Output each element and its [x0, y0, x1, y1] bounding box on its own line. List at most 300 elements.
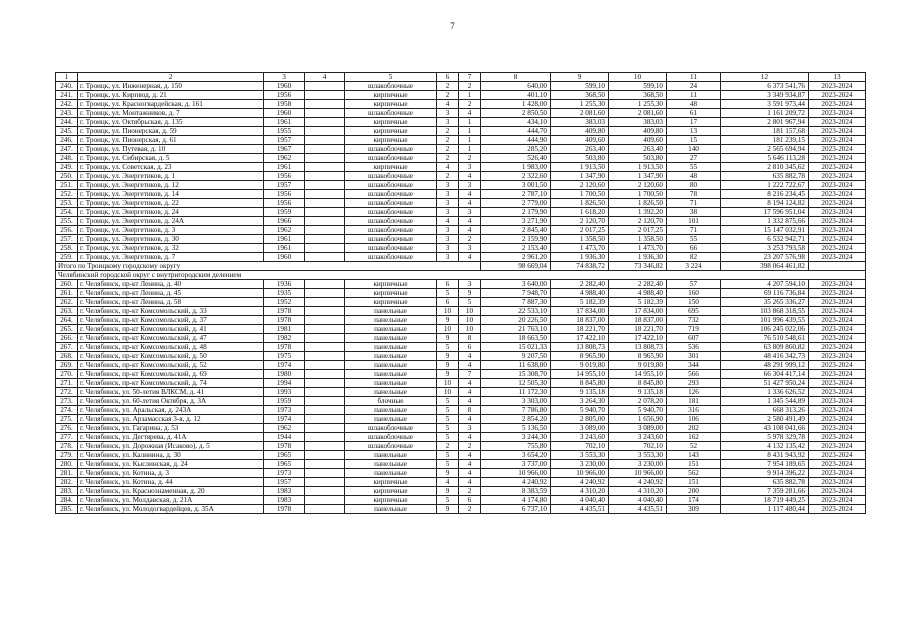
table-cell: 2023-2024 — [809, 154, 866, 163]
table-cell: 9 — [437, 487, 459, 496]
table-cell: 2023-2024 — [809, 505, 866, 514]
table-cell — [305, 289, 345, 298]
table-cell: 3 264,30 — [551, 397, 609, 406]
table-cell: 9 — [437, 370, 459, 379]
table-cell: 1978 — [264, 442, 305, 451]
table-cell: 23 207 576,98 — [721, 253, 809, 262]
table-cell: 640,00 — [481, 82, 551, 91]
table-cell: г. Челябинск, пр-кт Комсомольский, д. 69 — [78, 370, 264, 379]
table-cell: 82 — [667, 253, 721, 262]
table-cell — [305, 424, 345, 433]
table-cell: 106 — [667, 415, 721, 424]
table-cell: 5 — [437, 460, 459, 469]
table-cell: 4 132 135,42 — [721, 442, 809, 451]
table-row — [56, 352, 866, 361]
table-cell: 5 646 113,28 — [721, 154, 809, 163]
table-cell: 1 656,90 — [609, 415, 667, 424]
table-cell: 2 580 491,49 — [721, 415, 809, 424]
table-cell: 1957 — [264, 181, 305, 190]
table-cell: 10 — [459, 325, 481, 334]
table-cell: 2 — [459, 154, 481, 163]
table-row — [56, 172, 866, 181]
table-cell: 344 — [667, 361, 721, 370]
table-cell — [305, 307, 345, 316]
table-row — [56, 181, 866, 190]
table-cell: 1 618,20 — [551, 208, 609, 217]
table-cell: 265. — [56, 325, 78, 334]
table-cell: 285,20 — [481, 145, 551, 154]
section-label: Челябинский городской округ с внутригородским делением — [56, 271, 866, 280]
table-cell: 1965 — [264, 451, 305, 460]
table-cell: 4 — [459, 352, 481, 361]
table-cell: 2 159,90 — [481, 235, 551, 244]
table-cell: 202 — [667, 424, 721, 433]
total-cell: 3 224 — [667, 262, 721, 271]
table-cell: 2023-2024 — [809, 361, 866, 370]
table-cell: 1935 — [264, 289, 305, 298]
table-row — [56, 343, 866, 352]
table-cell: 3 089,00 — [609, 424, 667, 433]
table-cell: 18 663,50 — [481, 334, 551, 343]
table-cell: шлакоблочные — [345, 226, 437, 235]
table-cell: 140 — [667, 145, 721, 154]
table-cell: 3 230,00 — [551, 460, 609, 469]
table-cell: 526,40 — [481, 154, 551, 163]
table-cell: 1 347,90 — [551, 172, 609, 181]
table-cell: 3 — [459, 244, 481, 253]
table-cell: 48 416 342,73 — [721, 352, 809, 361]
table-cell — [305, 352, 345, 361]
column-number: 3 — [264, 73, 305, 82]
table-cell: 259. — [56, 253, 78, 262]
column-number: 8 — [481, 73, 551, 82]
table-cell: шлакоблочные — [345, 181, 437, 190]
table-cell: 1 913,50 — [609, 163, 667, 172]
table-cell: 1974 — [264, 361, 305, 370]
table-cell: г. Троицк, ул. Красногвардейская, д. 161 — [78, 100, 264, 109]
table-cell: 2023-2024 — [809, 253, 866, 262]
table-row — [56, 397, 866, 406]
table-cell: 2 322,60 — [481, 172, 551, 181]
table-cell: 17 834,00 — [551, 307, 609, 316]
table-cell: 266. — [56, 334, 78, 343]
table-cell: 106 245 022,06 — [721, 325, 809, 334]
table-cell: 80 — [667, 181, 721, 190]
table-cell: 2 779,00 — [481, 199, 551, 208]
table-cell: 51 427 950,24 — [721, 379, 809, 388]
table-cell: панельные — [345, 361, 437, 370]
table-cell: 257. — [56, 235, 78, 244]
table-cell: 9 135,18 — [609, 388, 667, 397]
table-cell: г. Челябинск, пр-кт Ленина, д. 40 — [78, 280, 264, 289]
table-cell: 1956 — [264, 91, 305, 100]
table-cell: 2023-2024 — [809, 370, 866, 379]
table-cell: 2023-2024 — [809, 316, 866, 325]
table-cell: 1961 — [264, 163, 305, 172]
table-cell: 2 — [459, 235, 481, 244]
table-cell: 2023-2024 — [809, 433, 866, 442]
table-cell: 1 392,20 — [609, 208, 667, 217]
table-cell: панельные — [345, 343, 437, 352]
table-cell: шлакоблочные — [345, 109, 437, 118]
table-cell: 1962 — [264, 424, 305, 433]
table-cell: 9 019,80 — [609, 361, 667, 370]
table-cell: 4 — [459, 226, 481, 235]
table-cell: 1960 — [264, 253, 305, 262]
table-cell: 17 596 951,04 — [721, 208, 809, 217]
total-cell — [809, 262, 866, 271]
table-cell — [305, 100, 345, 109]
table-row — [56, 505, 866, 514]
table-cell: 4 — [459, 460, 481, 469]
table-cell: 8 — [459, 334, 481, 343]
table-row — [56, 82, 866, 91]
table-cell: панельные — [345, 352, 437, 361]
table-cell: панельные — [345, 316, 437, 325]
table-cell: 2 — [437, 172, 459, 181]
table-cell: 1 473,70 — [551, 244, 609, 253]
table-cell: 3 243,60 — [551, 433, 609, 442]
table-cell: г. Челябинск, пр-кт Комсомольский, д. 74 — [78, 379, 264, 388]
table-cell: 2023-2024 — [809, 487, 866, 496]
table-cell: 18 719 449,25 — [721, 496, 809, 505]
table-cell: 285. — [56, 505, 78, 514]
table-cell: 2023-2024 — [809, 172, 866, 181]
table-cell: 14 955,10 — [609, 370, 667, 379]
total-row — [56, 262, 866, 271]
table-cell: 2 — [459, 100, 481, 109]
table-row — [56, 289, 866, 298]
table-cell: 15 021,33 — [481, 343, 551, 352]
table-cell: кирпичные — [345, 118, 437, 127]
table-cell: 260. — [56, 280, 78, 289]
table-cell: 2 — [459, 82, 481, 91]
table-cell — [305, 253, 345, 262]
table-cell: 2 801 967,94 — [721, 118, 809, 127]
table-cell: 8 845,80 — [609, 379, 667, 388]
table-row — [56, 280, 866, 289]
table-cell: 4 310,20 — [609, 487, 667, 496]
table-cell: 48 — [667, 172, 721, 181]
table-cell: 160 — [667, 289, 721, 298]
table-cell: кирпичные — [345, 289, 437, 298]
table-cell: панельные — [345, 325, 437, 334]
table-cell: 3 001,50 — [481, 181, 551, 190]
table-cell: 2 120,60 — [551, 181, 609, 190]
table-cell: 2023-2024 — [809, 181, 866, 190]
table-cell: шлакоблочные — [345, 154, 437, 163]
table-cell: 3 303,00 — [481, 397, 551, 406]
table-cell: 4 — [437, 217, 459, 226]
table-row — [56, 442, 866, 451]
table-cell: 11 638,00 — [481, 361, 551, 370]
table-cell: 69 116 736,84 — [721, 289, 809, 298]
table-row — [56, 496, 866, 505]
table-cell — [305, 172, 345, 181]
table-cell: 5 — [437, 496, 459, 505]
table-cell: кирпичные — [345, 100, 437, 109]
table-cell: 2 787,10 — [481, 190, 551, 199]
table-cell: 10 966,00 — [481, 469, 551, 478]
table-cell: 1994 — [264, 379, 305, 388]
table-cell: 5 — [437, 415, 459, 424]
table-cell — [305, 370, 345, 379]
table-row — [56, 379, 866, 388]
table-cell: 4 040,40 — [551, 496, 609, 505]
table-cell: кирпичные — [345, 280, 437, 289]
table-cell: 9 — [437, 352, 459, 361]
table-cell: 1962 — [264, 226, 305, 235]
table-row — [56, 316, 866, 325]
table-cell: 3 — [437, 199, 459, 208]
table-cell: г. Челябинск, пр-кт Комсомольский, д. 48 — [78, 343, 264, 352]
table-cell: г. Челябинск, пр-кт Комсомольский, д. 47 — [78, 334, 264, 343]
table-cell: 409,60 — [609, 136, 667, 145]
table-cell: г. Челябинск, ул. Гагарина, д. 53 — [78, 424, 264, 433]
table-cell: 280. — [56, 460, 78, 469]
column-number: 10 — [609, 73, 667, 82]
table-cell: 607 — [667, 334, 721, 343]
table-cell: 4 240,92 — [481, 478, 551, 487]
table-cell: 2023-2024 — [809, 388, 866, 397]
table-cell: 2023-2024 — [809, 127, 866, 136]
table-cell: 562 — [667, 469, 721, 478]
column-number: 5 — [345, 73, 437, 82]
table-cell: 4 — [459, 415, 481, 424]
table-cell: 2023-2024 — [809, 469, 866, 478]
table-cell: 4 435,51 — [551, 505, 609, 514]
table-cell: г. Троицк, ул. Инженерная, д. 150 — [78, 82, 264, 91]
table-cell: 4 988,40 — [609, 289, 667, 298]
table-cell — [305, 145, 345, 154]
table-cell: 2 282,40 — [609, 280, 667, 289]
table-cell: 18 221,70 — [551, 325, 609, 334]
table-cell — [305, 478, 345, 487]
table-cell: 78 — [667, 190, 721, 199]
table-cell: шлакоблочные — [345, 442, 437, 451]
table-cell: 7 — [459, 370, 481, 379]
table-row — [56, 91, 866, 100]
table-cell: 15 147 032,91 — [721, 226, 809, 235]
table-cell: г. Троицк, ул. Энергетиков, д. 12 — [78, 181, 264, 190]
table-row — [56, 361, 866, 370]
table-cell: шлакоблочные — [345, 145, 437, 154]
table-cell: 252. — [56, 190, 78, 199]
table-cell: г. Челябинск, ул. Арзамасская 3-я, д. 12 — [78, 415, 264, 424]
table-cell: 283. — [56, 487, 78, 496]
table-cell: 8 965,90 — [609, 352, 667, 361]
table-cell: 18 837,00 — [551, 316, 609, 325]
table-cell: 11 172,30 — [481, 388, 551, 397]
table-cell: 3 253 793,58 — [721, 244, 809, 253]
table-cell: панельные — [345, 370, 437, 379]
table-cell: 2023-2024 — [809, 397, 866, 406]
table-row — [56, 208, 866, 217]
total-cell: 98 669,04 — [481, 262, 551, 271]
table-cell: 2 — [437, 127, 459, 136]
table-cell: 566 — [667, 370, 721, 379]
table-cell: 2 — [437, 91, 459, 100]
table-cell — [305, 496, 345, 505]
table-row — [56, 109, 866, 118]
table-cell: г. Челябинск, ул. Котина, д. 3 — [78, 469, 264, 478]
table-row — [56, 334, 866, 343]
table-cell: 1 — [459, 118, 481, 127]
table-cell — [305, 127, 345, 136]
table-cell: г. Челябинск, ул. Аральская, д. 243А — [78, 406, 264, 415]
table-cell: 13 808,73 — [551, 343, 609, 352]
table-cell: г. Челябинск, пр-кт Комсомольский, д. 50 — [78, 352, 264, 361]
table-cell: 1 347,90 — [609, 172, 667, 181]
table-cell: 48 — [667, 100, 721, 109]
table-cell: 71 — [667, 226, 721, 235]
table-cell: 1952 — [264, 298, 305, 307]
table-cell: 1 826,50 — [609, 199, 667, 208]
table-row — [56, 235, 866, 244]
table-cell: 17 422,10 — [609, 334, 667, 343]
table-row — [56, 298, 866, 307]
table-cell: 3 — [437, 226, 459, 235]
table-cell: 57 — [667, 280, 721, 289]
table-cell: 151 — [667, 460, 721, 469]
table-row — [56, 415, 866, 424]
table-cell: шлакоблочные — [345, 217, 437, 226]
table-cell: 5 — [437, 424, 459, 433]
table-cell: 2023-2024 — [809, 136, 866, 145]
table-cell: 162 — [667, 433, 721, 442]
table-cell: 1965 — [264, 460, 305, 469]
table-cell: 267. — [56, 343, 78, 352]
column-number: 1 — [56, 73, 78, 82]
table-cell: 181 239,15 — [721, 136, 809, 145]
table-cell: 444,90 — [481, 136, 551, 145]
table-cell: 2023-2024 — [809, 91, 866, 100]
table-cell: 599,10 — [551, 82, 609, 91]
table-cell: кирпичные — [345, 136, 437, 145]
table-cell — [305, 379, 345, 388]
table-cell: 1974 — [264, 415, 305, 424]
table-cell: 1 700,50 — [609, 190, 667, 199]
table-cell: 1 117 480,44 — [721, 505, 809, 514]
table-cell: 2 — [459, 487, 481, 496]
table-cell: 2023-2024 — [809, 460, 866, 469]
table-cell: 18 221,70 — [609, 325, 667, 334]
table-cell: панельные — [345, 469, 437, 478]
table-cell: 1 826,50 — [551, 199, 609, 208]
table-cell: 241. — [56, 91, 78, 100]
table-cell: 2 — [437, 154, 459, 163]
table-cell: 755,80 — [481, 442, 551, 451]
table-cell: 8 383,59 — [481, 487, 551, 496]
table-cell: 242. — [56, 100, 78, 109]
table-cell: 316 — [667, 406, 721, 415]
table-cell: 278. — [56, 442, 78, 451]
table-cell: 9 019,80 — [551, 361, 609, 370]
table-cell: 6 532 942,71 — [721, 235, 809, 244]
table-cell: панельные — [345, 379, 437, 388]
table-cell: 4 174,80 — [481, 496, 551, 505]
table-cell: 3 — [459, 181, 481, 190]
table-cell: панельные — [345, 334, 437, 343]
table-cell: 8 216 234,45 — [721, 190, 809, 199]
table-cell: 101 — [667, 217, 721, 226]
table-cell: 271. — [56, 379, 78, 388]
table-cell: 668 313,26 — [721, 406, 809, 415]
table-cell: 1961 — [264, 235, 305, 244]
page-number: 7 — [450, 21, 455, 31]
table-cell: 1978 — [264, 505, 305, 514]
table-cell: 9 207,50 — [481, 352, 551, 361]
table-cell: шлакоблочные — [345, 82, 437, 91]
table-cell — [305, 505, 345, 514]
table-cell: 2023-2024 — [809, 217, 866, 226]
table-cell: 4 207 594,10 — [721, 280, 809, 289]
table-cell — [305, 460, 345, 469]
table-cell: 3 — [459, 424, 481, 433]
table-cell: 1 — [459, 91, 481, 100]
table-cell: 536 — [667, 343, 721, 352]
table-cell: 55 — [667, 163, 721, 172]
table-row — [56, 370, 866, 379]
table-cell: 8 845,80 — [551, 379, 609, 388]
table-cell: 1 913,50 — [551, 163, 609, 172]
table-cell: 66 304 417,14 — [721, 370, 809, 379]
table-cell: г. Троицк, ул. Пионерская, д. 59 — [78, 127, 264, 136]
table-cell: 2023-2024 — [809, 325, 866, 334]
table-cell: 6 — [437, 280, 459, 289]
table-cell: 368,50 — [609, 91, 667, 100]
table-cell — [305, 235, 345, 244]
table-cell — [305, 442, 345, 451]
table-cell: 282. — [56, 478, 78, 487]
table-row — [56, 217, 866, 226]
table-cell — [305, 280, 345, 289]
table-cell — [305, 217, 345, 226]
table-row — [56, 424, 866, 433]
table-cell: 1967 — [264, 145, 305, 154]
table-cell: 5 — [437, 343, 459, 352]
table-cell: 2023-2024 — [809, 100, 866, 109]
table-cell: 4 — [459, 109, 481, 118]
table-cell: шлакоблочные — [345, 199, 437, 208]
table-row — [56, 226, 866, 235]
table-cell — [305, 406, 345, 415]
table-cell: 17 — [667, 118, 721, 127]
table-cell — [305, 325, 345, 334]
table-cell: 2023-2024 — [809, 379, 866, 388]
table-cell: 409,60 — [551, 136, 609, 145]
table-cell: 2023-2024 — [809, 82, 866, 91]
table-cell: 48 291 999,12 — [721, 361, 809, 370]
table-cell: 2023-2024 — [809, 307, 866, 316]
table-cell: 368,50 — [551, 91, 609, 100]
table-cell — [305, 397, 345, 406]
table-cell: г. Челябинск, ул. Котина, д. 44 — [78, 478, 264, 487]
table-cell: 2 179,90 — [481, 208, 551, 217]
table-cell: 273. — [56, 397, 78, 406]
table-cell: 248. — [56, 154, 78, 163]
table-cell: 1 936,30 — [609, 253, 667, 262]
table-cell: 6 — [459, 496, 481, 505]
table-cell: 4 — [459, 388, 481, 397]
table-cell: 2 081,60 — [551, 109, 609, 118]
table-cell — [305, 433, 345, 442]
table-cell: 17 834,00 — [609, 307, 667, 316]
table-cell: 5 — [437, 433, 459, 442]
table-cell: 21 763,10 — [481, 325, 551, 334]
total-cell: 74 838,72 — [551, 262, 609, 271]
table-cell: 150 — [667, 298, 721, 307]
